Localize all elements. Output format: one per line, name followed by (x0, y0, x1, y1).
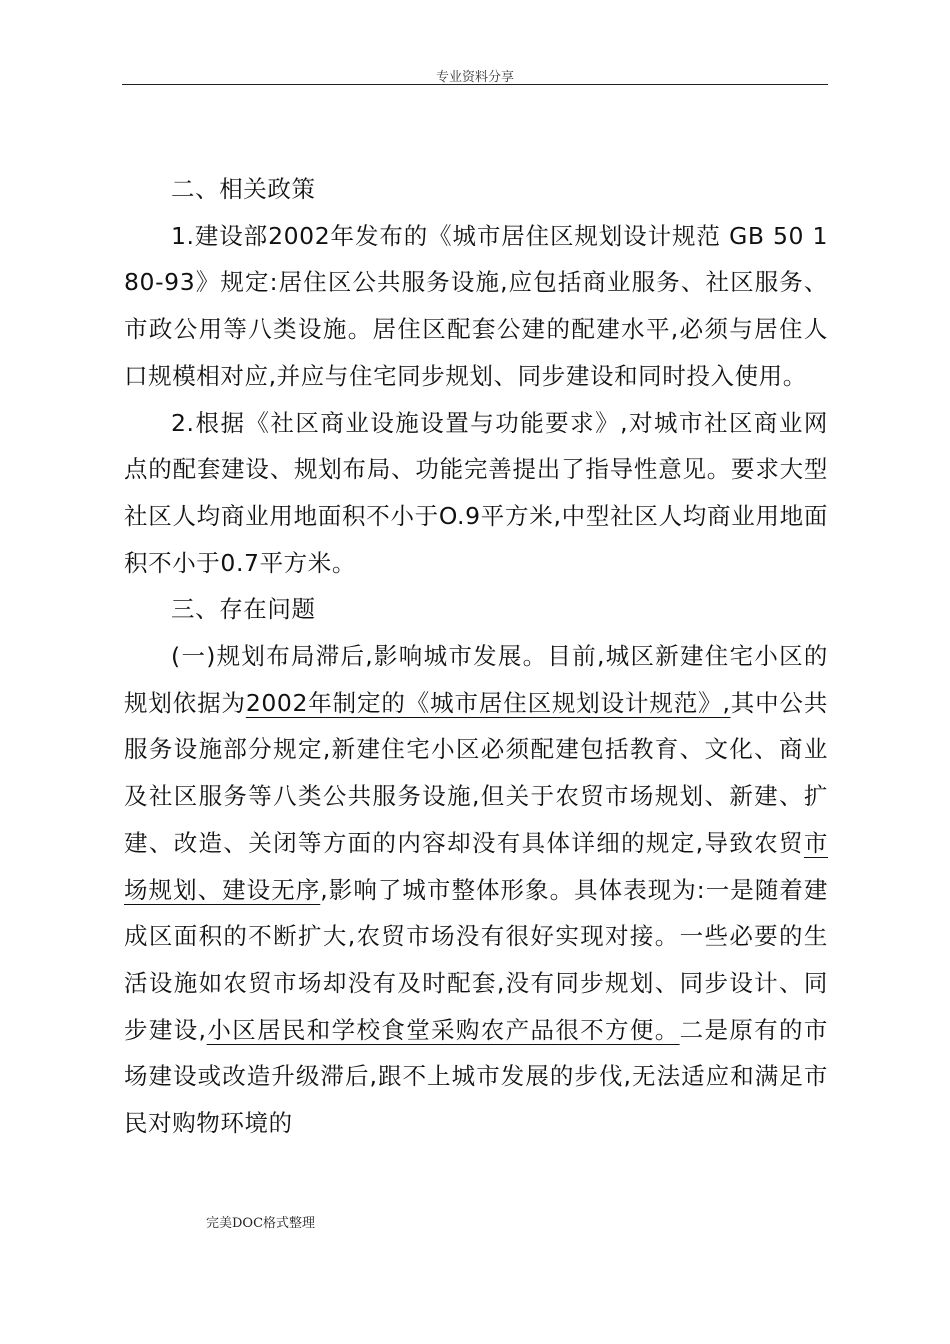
paragraph-problem-1 (124, 633, 828, 1147)
section-heading-problems: 三、存在问题 (171, 595, 316, 624)
text-run: (一)规划布局滞后,影响城市发展。目前,城区新建住宅小区的规划依据为 (124, 642, 828, 717)
paragraph-policy-2: 2.根据《社区商业设施设置与功能要求》,对城市社区商业网点的配套建设、规划布局、功能完善提出了指导性意见。要求大型社区人均商业用地面积不小于O.9平方米,中型社区人均商业用地面积不小于0.7平方米。 (124, 408, 828, 577)
paragraph-policy-1: 1.建设部2002年发布的《城市居住区规划设计规范 GB 50 1 80-93》规定:居住区公共服务设施,应包括商业服务、社区服务、市政公用等八类设施。居住区配套公建的配建水平,必须与居住人口规模相对应,并应与住宅同步规划、同步建设和同时投入使用。 (124, 221, 828, 390)
section-heading-policies: 二、相关政策 (171, 175, 316, 203)
underlined-text-run: 小区居民和学校食堂采购农产品很不方便。 (206, 1015, 680, 1044)
text-run: ,影响了城市整体形象。具体表现为:一是随着建成区面积的不断扩大,农贸市场没有很好实现对接。一些必要的生活设施如农贸市场却没有及时配套,没有同步规划、同步设计、同步建设, (124, 875, 828, 1044)
text-run: 二是原有的市场建设或改造升级滞后,跟不上城市发展的步伐,无法适应和满足市民对购物环境的 (124, 1015, 828, 1138)
underlined-text-run: 市场规划、建设无序 (124, 828, 828, 904)
page-header: 专业资料分享 (435, 70, 514, 85)
page-footer: 完美DOC格式整理 (206, 1216, 316, 1231)
document-body (124, 166, 828, 1147)
header-divider (122, 84, 828, 85)
underlined-text-run: 2002年制定的《城市居住区规划设计规范》, (245, 688, 731, 717)
text-run: 其中公共服务设施部分规定,新建住宅小区必须配建包括教育、文化、商业及社区服务等八类公共服务设施,但关于农贸市场规划、新建、扩建、改造、关闭等方面的内容却没有具体详细的规定,导致农贸 (124, 688, 829, 857)
